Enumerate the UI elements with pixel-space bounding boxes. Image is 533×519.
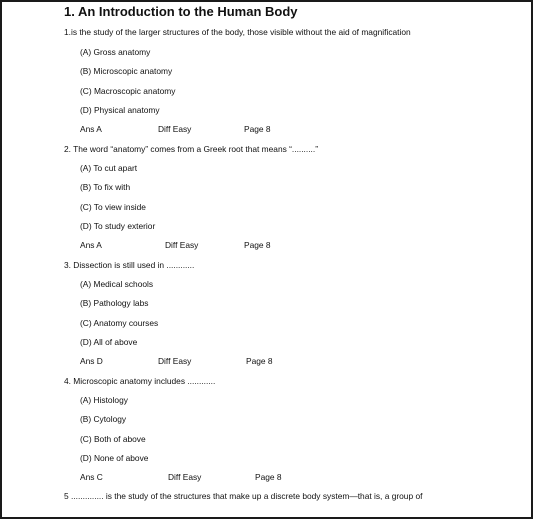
question-3-option-a: (A) Medical schools: [80, 279, 154, 289]
question-4-option-d: (D) None of above: [80, 453, 149, 463]
question-3-option-c: (C) Anatomy courses: [80, 318, 159, 328]
question-1-difficulty: Diff Easy: [158, 124, 192, 134]
question-1-option-a: (A) Gross anatomy: [80, 47, 151, 57]
page-title: 1. An Introduction to the Human Body: [64, 4, 298, 19]
question-4-answer: Ans C: [80, 472, 103, 482]
question-4-page: Page 8: [255, 472, 282, 482]
question-2-option-b: (B) To fix with: [80, 182, 131, 192]
question-3-text: 3. Dissection is still used in ............: [64, 260, 195, 270]
question-4-option-c: (C) Both of above: [80, 434, 146, 444]
question-3-option-b: (B) Pathology labs: [80, 298, 149, 308]
question-4-difficulty: Diff Easy: [168, 472, 202, 482]
question-1-option-d: (D) Physical anatomy: [80, 105, 160, 115]
question-4-text: 4. Microscopic anatomy includes ............: [64, 376, 216, 386]
question-2-option-d: (D) To study exterior: [80, 221, 156, 231]
question-5-text: 5 .............. is the study of the structures that make up a discrete body system—that is, a group of: [64, 491, 423, 501]
question-1-page: Page 8: [244, 124, 271, 134]
question-2-option-a: (A) To cut apart: [80, 163, 138, 173]
question-1-option-c: (C) Macroscopic anatomy: [80, 86, 176, 96]
question-3-difficulty: Diff Easy: [158, 356, 192, 366]
question-4-option-b: (B) Cytology: [80, 414, 127, 424]
question-2-page: Page 8: [244, 240, 271, 250]
question-2-difficulty: Diff Easy: [165, 240, 199, 250]
question-2-option-c: (C) To view inside: [80, 202, 146, 212]
question-2-answer: Ans A: [80, 240, 102, 250]
question-1-text: 1.is the study of the larger structures of the body, those visible without the aid of magnification: [64, 27, 411, 37]
question-3-option-d: (D) All of above: [80, 337, 138, 347]
question-3-page: Page 8: [246, 356, 273, 366]
question-2-text: 2. The word “anatomy” comes from a Greek root that means “..........”: [64, 144, 318, 154]
question-1-option-b: (B) Microscopic anatomy: [80, 66, 173, 76]
question-3-answer: Ans D: [80, 356, 103, 366]
question-4-option-a: (A) Histology: [80, 395, 128, 405]
question-1-answer: Ans A: [80, 124, 102, 134]
